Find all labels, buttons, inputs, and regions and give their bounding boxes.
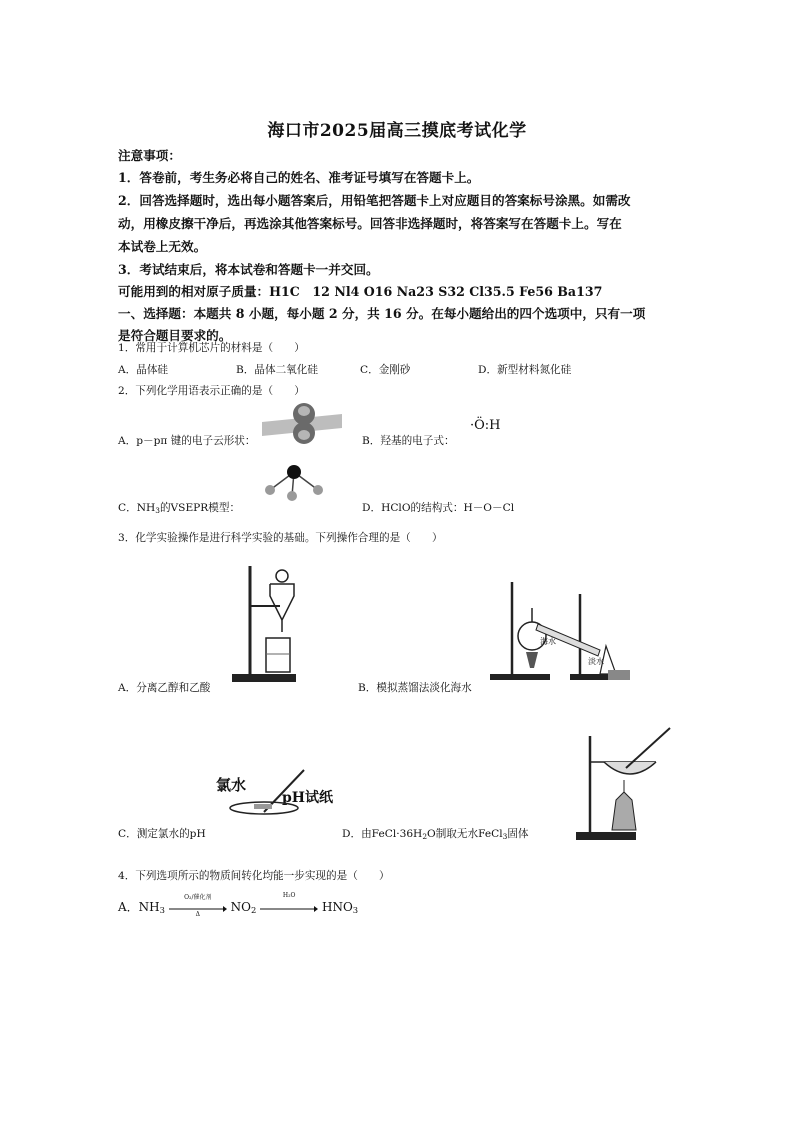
q2-stem: 2．下列化学用语表示正确的是（ ） <box>118 385 305 397</box>
notice-heading: 注意事项： <box>118 148 181 163</box>
notice-item-1: 1．答卷前，考生务必将自己的姓名、准考证号填写在答题卡上。 <box>118 170 480 185</box>
nh3-vsepr-model-image <box>262 464 332 502</box>
q3-d-suffix: 固体 <box>507 828 529 840</box>
q2-option-d: D．HClO的结构式：H－O－Cl <box>362 502 515 514</box>
reaction-arrow-2 <box>260 891 318 915</box>
q3-d-prefix: D．由FeCl·36H <box>342 828 423 840</box>
hydroxyl-electron-formula: ·Ö:H <box>470 418 501 433</box>
q3-option-a: A．分离乙醇和乙酸 <box>118 682 211 694</box>
q4-a-end: HNO <box>321 900 353 914</box>
ph-test-image <box>216 770 366 820</box>
q2-c-prefix: C．NH <box>118 502 156 514</box>
notice-item-3: 3．考试结束后，将本试卷和答题卡一并交回。 <box>118 262 379 277</box>
distillation-apparatus-image <box>488 574 636 686</box>
evaporation-apparatus-image <box>576 722 672 842</box>
q1-option-d: D．新型材料氮化硅 <box>478 364 572 376</box>
arrow-1-condition-top: O₂/催化剂 <box>184 893 212 901</box>
arrow-1-condition-bottom: Δ <box>195 910 200 918</box>
notice-item-2: 2．回答选择题时，选出每小题答案后，用铅笔把答题卡上对应题目的答案标号涂黑。如需改 <box>118 193 631 208</box>
notice-item-2-cont: 动，用橡皮擦干净后，再选涂其他答案标号。回答非选择题时，将答案写在答题卡上。写在 <box>118 216 622 231</box>
arrow-2-condition-top: H₂O <box>282 891 296 899</box>
q4-a-middle: NO <box>230 900 251 914</box>
q4-option-a <box>118 891 359 918</box>
q1-stem: 1．常用于计算机芯片的材料是（ ） <box>118 342 305 354</box>
q3-d-subscript-2: 3 <box>502 832 508 841</box>
q3-d-subscript-1: 2 <box>422 832 428 841</box>
atomic-mass-line: 可能用到的相对原子质量：H1C 12 Nl4 O16 Na23 S32 Cl35.5 Fe56 Ba137 <box>118 284 603 299</box>
q4-a-subscript-3: 3 <box>352 905 359 915</box>
page-title: 海口市2025届高三摸底考试化学 <box>267 121 527 141</box>
q3-option-b: B．模拟蒸馏法淡化海水 <box>358 682 472 694</box>
q4-a-prefix: A．NH <box>118 900 160 914</box>
q3-b-freshwater-label: 淡水 <box>588 657 604 666</box>
notice-item-2-end: 本试卷上无效。 <box>118 239 207 254</box>
q2-option-c <box>118 500 240 515</box>
q4-stem: 4．下列选项所示的物质间转化均能一步实现的是（ ） <box>118 870 390 882</box>
q4-a-subscript-1: 3 <box>159 905 165 915</box>
section1-heading-cont: 是符合题目要求的。 <box>118 328 232 343</box>
q3-option-d <box>342 826 529 841</box>
q1-option-c: C．金刚砂 <box>360 364 411 376</box>
q3-stem: 3．化学实验操作是进行科学实验的基础。下列操作合理的是（ ） <box>118 532 443 544</box>
p-p-pi-orbital-image <box>262 400 342 446</box>
q3-c-chlorine-water-label: 氯水 <box>216 776 247 794</box>
q3-c-ph-paper-label: pH试纸 <box>282 790 334 806</box>
q3-d-middle: O制取无水FeCl <box>427 828 503 840</box>
q2-c-suffix: 的VSEPR模型： <box>159 502 241 514</box>
q3-b-seawater-label: 海水 <box>540 637 556 646</box>
reaction-arrow-1 <box>169 893 227 918</box>
q1-option-a: A．晶体硅 <box>118 364 169 376</box>
section1-heading: 一、选择题：本题共 8 小题，每小题 2 分，共 16 分。在每小题给出的四个选项中，只有一项 <box>118 306 646 321</box>
q3-option-c: C．测定氯水的pH <box>118 828 206 840</box>
q4-a-subscript-2: 2 <box>250 905 257 915</box>
q2-option-b: B．羟基的电子式： <box>362 435 455 447</box>
arrow-2-icon <box>260 905 318 913</box>
q2-option-a: A．p－pπ 键的电子云形状： <box>118 435 256 447</box>
separatory-funnel-apparatus-image <box>232 562 302 686</box>
q2-c-subscript: 3 <box>155 506 160 515</box>
q1-option-b: B．晶体二氧化硅 <box>236 364 318 376</box>
